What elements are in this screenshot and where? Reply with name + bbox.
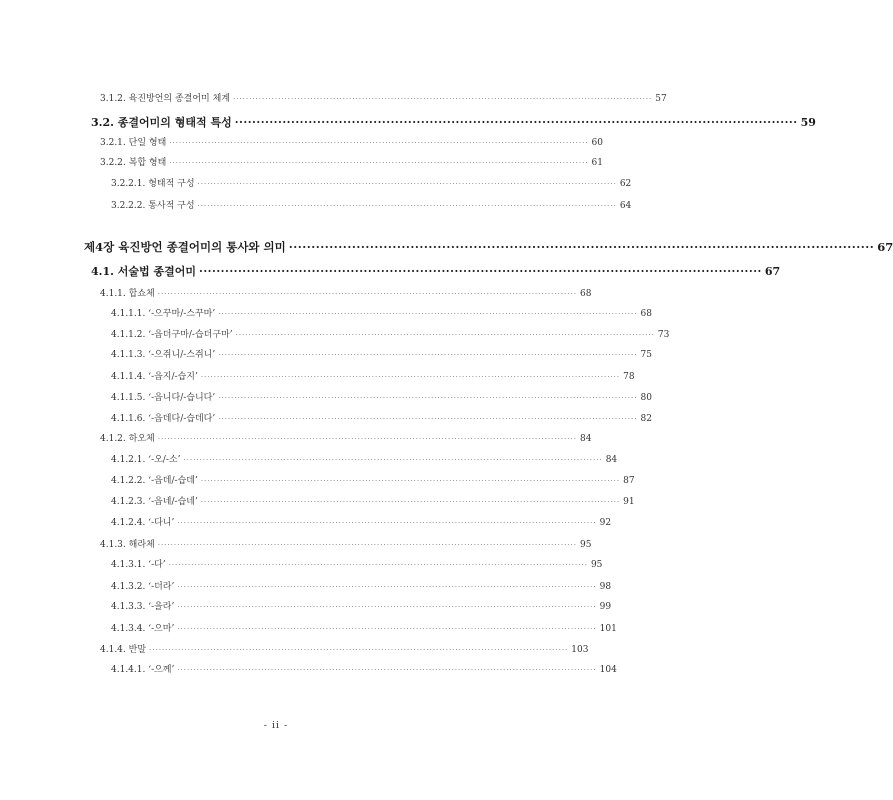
- toc-entry-label: 3.2.2. 복합 형태: [100, 158, 167, 168]
- toc-entry-page: 95: [579, 540, 592, 550]
- toc-entry-page: 67: [877, 240, 893, 254]
- toc-entry-label: 4.1.2.2. ‘-읍데/-습데’: [111, 476, 198, 486]
- toc-entry[interactable]: [100, 645, 589, 655]
- toc-entry-label: 4.1.1.3. ‘-으쥐니/-스쥐니’: [111, 350, 216, 360]
- leader-dots: ··································································································································: [218, 394, 638, 402]
- leader-dots: ··································································································································: [183, 456, 603, 464]
- leader-dots: ··································································································································: [199, 265, 762, 278]
- toc-entry-label: 4.1.1. 합쇼체: [100, 289, 155, 299]
- leader-dots: ··································································································································: [235, 331, 655, 339]
- toc-entry-label: 4.1.1.6. ‘-읍데다/-습데다’: [111, 414, 216, 424]
- toc-entry-label: 3.2. 종결어미의 형태적 특성: [91, 116, 232, 129]
- toc-entry-label: 4.1.1.5. ‘-읍니다/-습니다’: [111, 393, 216, 403]
- toc-entry[interactable]: [91, 265, 781, 278]
- toc-entry-page: 91: [623, 497, 635, 507]
- leader-dots: ··································································································································: [149, 646, 569, 654]
- toc-entry-label: 4.1.1.4. ‘-읍지/-습지’: [111, 372, 198, 382]
- leader-dots: ··································································································································: [168, 561, 588, 569]
- toc-entry[interactable]: [100, 434, 592, 444]
- toc-entry-label: 3.1.2. 육진방언의 종결어미 체계: [100, 94, 230, 104]
- toc-entry[interactable]: [111, 393, 652, 403]
- toc-entry-label: 4.1.3. 해라체: [100, 540, 155, 550]
- toc-entry-page: 60: [591, 138, 603, 148]
- leader-dots: ··································································································································: [232, 95, 653, 103]
- toc-entry-page: 67: [764, 265, 781, 278]
- toc-entry[interactable]: [100, 540, 592, 550]
- toc-entry[interactable]: [84, 240, 893, 254]
- toc-entry-page: 68: [579, 289, 592, 299]
- toc-entry-label: 4.1.1.2. ‘-읍더구마/-습더구마’: [111, 330, 233, 340]
- toc-entry-page: 98: [599, 582, 612, 592]
- toc-entry-page: 78: [623, 372, 635, 382]
- toc-entry-page: 95: [590, 560, 603, 570]
- toc-entry[interactable]: [100, 94, 667, 104]
- toc-entry-label: 제4장 육진방언 종결어미의 통사와 의미: [84, 240, 286, 254]
- toc-entry-label: 4.1.2.3. ‘-읍네/-습네’: [111, 497, 198, 507]
- toc-entry-label: 4.1.3.4. ‘-으마’: [111, 624, 175, 634]
- leader-dots: ··································································································································: [197, 180, 617, 188]
- leader-dots: ··································································································································: [177, 519, 597, 527]
- toc-entry[interactable]: [111, 201, 632, 211]
- leader-dots: ··································································································································: [157, 435, 577, 443]
- toc-entry[interactable]: [111, 497, 635, 507]
- toc-entry-label: 3.2.2.1. 형태적 구성: [111, 179, 195, 189]
- toc-entry-page: 64: [619, 201, 632, 211]
- toc-entry-label: 4.1.2.1. ‘-오/-소’: [111, 455, 181, 465]
- toc-entry[interactable]: [111, 476, 635, 486]
- leader-dots: ··································································································································: [177, 666, 597, 674]
- toc-entry[interactable]: [100, 138, 603, 148]
- toc-entry-label: 4.1.3.3. ‘-을라’: [111, 602, 175, 612]
- toc-entry[interactable]: [111, 330, 670, 340]
- toc-entry-page: 62: [619, 179, 632, 189]
- toc-entry-page: 103: [571, 645, 589, 655]
- toc-entry[interactable]: [111, 665, 617, 675]
- leader-dots: ··································································································································: [200, 477, 621, 485]
- toc-entry-page: 61: [591, 158, 603, 168]
- toc-entry-label: 4.1. 서술법 종결어미: [91, 265, 197, 278]
- toc-entry[interactable]: [111, 179, 632, 189]
- leader-dots: ··································································································································: [169, 139, 589, 147]
- toc-entry[interactable]: [111, 624, 617, 634]
- toc-entry-page: 57: [655, 94, 667, 104]
- leader-dots: ··································································································································: [218, 415, 638, 423]
- toc-entry[interactable]: [111, 414, 652, 424]
- toc-entry-page: 101: [599, 624, 617, 634]
- leader-dots: ··································································································································: [169, 159, 589, 167]
- leader-dots: ··································································································································: [218, 310, 638, 318]
- toc-entry-page: 87: [623, 476, 635, 486]
- toc-entry-label: 4.1.4.1. ‘-으께’: [111, 665, 175, 675]
- toc-entry[interactable]: [111, 350, 652, 360]
- toc-entry[interactable]: [111, 455, 618, 465]
- toc-entry-label: 4.1.3.2. ‘-더라’: [111, 582, 175, 592]
- toc-entry-label: 3.2.2.2. 통사적 구성: [111, 201, 195, 211]
- toc-entry[interactable]: [111, 560, 603, 570]
- leader-dots: ··································································································································: [157, 290, 577, 298]
- toc-entry[interactable]: [111, 602, 612, 612]
- toc-entry-page: 75: [640, 350, 652, 360]
- toc-entry-page: 99: [599, 602, 612, 612]
- toc-entry-page: 104: [599, 665, 617, 675]
- toc-entry-page: 80: [640, 393, 652, 403]
- leader-dots: ··································································································································: [288, 240, 875, 254]
- leader-dots: ··································································································································: [177, 603, 597, 611]
- toc-entry[interactable]: [111, 518, 612, 528]
- toc-entry[interactable]: [111, 309, 652, 319]
- leader-dots: ··································································································································: [234, 116, 798, 129]
- toc-entry-label: 3.2.1. 단일 형태: [100, 138, 167, 148]
- toc-entry-page: 59: [800, 116, 816, 129]
- toc-entry-label: 4.1.2. 하오체: [100, 434, 155, 444]
- toc-entry-page: 84: [605, 455, 618, 465]
- toc-entry-page: 82: [640, 414, 652, 424]
- leader-dots: ··································································································································: [218, 351, 638, 359]
- toc-entry[interactable]: [111, 372, 635, 382]
- toc-entry-label: 4.1.1.1. ‘-으꾸마/-스꾸마’: [111, 309, 216, 319]
- toc-entry[interactable]: [100, 158, 603, 168]
- leader-dots: ··································································································································: [177, 583, 597, 591]
- toc-entry[interactable]: [91, 116, 816, 129]
- toc-entry-page: 73: [657, 330, 670, 340]
- toc-entry-label: 4.1.4. 반말: [100, 645, 147, 655]
- toc-entry-page: 68: [640, 309, 652, 319]
- leader-dots: ··································································································································: [157, 541, 577, 549]
- leader-dots: ··································································································································: [177, 625, 597, 633]
- toc-entry[interactable]: [100, 289, 592, 299]
- toc-entry-label: 4.1.3.1. ‘-다’: [111, 560, 166, 570]
- page-number-footer: - ii -: [263, 720, 289, 731]
- leader-dots: ··································································································································: [197, 202, 617, 210]
- leader-dots: ··································································································································: [200, 373, 621, 381]
- toc-entry-page: 84: [579, 434, 592, 444]
- toc-entry[interactable]: [111, 582, 612, 592]
- toc-entry-label: 4.1.2.4. ‘-다니’: [111, 518, 175, 528]
- leader-dots: ··································································································································: [200, 498, 621, 506]
- toc-entry-page: 92: [599, 518, 612, 528]
